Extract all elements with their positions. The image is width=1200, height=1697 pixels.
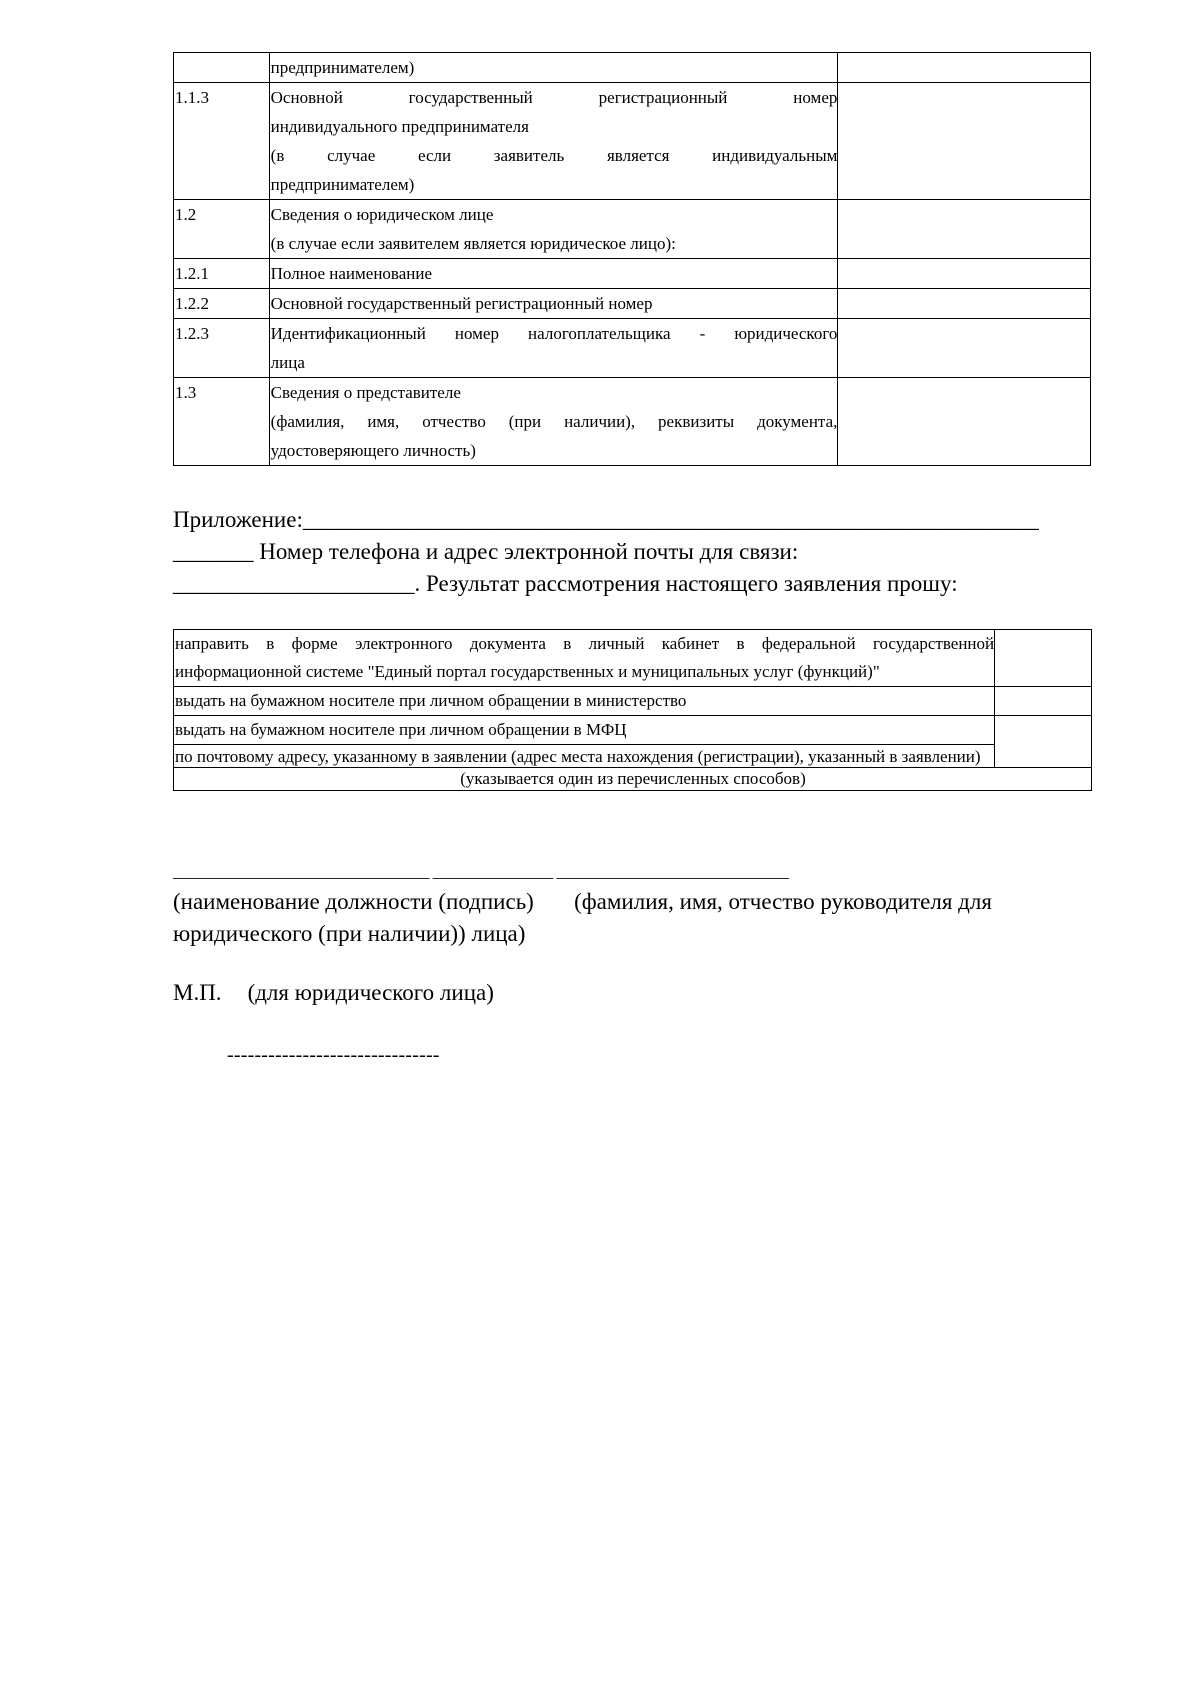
- row-description-line: (фамилия, имя, отчество (при наличии), реквизиты документа,: [270, 412, 838, 431]
- row-value-field[interactable]: [838, 200, 1091, 259]
- row-number: 1.2: [174, 200, 270, 259]
- option-ministry-checkbox[interactable]: [995, 687, 1092, 716]
- table-row: [174, 83, 1091, 200]
- option-mfc: выдать на бумажном носителе при личном обращении в МФЦ: [174, 716, 995, 745]
- table-row: [174, 319, 1091, 378]
- row-description-line: Сведения о юридическом лице: [270, 205, 494, 224]
- row-number: 1.1.3: [174, 83, 270, 200]
- signature-caption-line2: юридического (при наличии)) лица): [173, 921, 526, 946]
- row-description-line: лица: [270, 353, 305, 372]
- row-value-field[interactable]: [838, 319, 1091, 378]
- row-description-line: Идентификационный номер налогоплательщика - юридического: [270, 324, 838, 343]
- delivery-method-table: [173, 629, 1092, 791]
- row-number: 1.2.1: [174, 259, 270, 289]
- contact-line: _______ Номер телефона и адрес электронной почты для связи:: [173, 539, 799, 564]
- attachment-line: Приложение:________________________________________________________________: [173, 507, 1039, 532]
- stamp-label: М.П.: [173, 980, 222, 1005]
- row-value-field[interactable]: [838, 378, 1091, 466]
- row-description: [269, 259, 838, 289]
- delivery-note: (указывается один из перечисленных способов): [174, 768, 1092, 791]
- row-description: [269, 289, 838, 319]
- row-description-line: индивидуального предпринимателя: [270, 117, 529, 136]
- table-row: [174, 289, 1091, 319]
- row-description-line: удостоверяющего личность): [270, 441, 476, 460]
- row-description-line: (в случае если заявителем является юридическое лицо):: [270, 234, 676, 253]
- option-electronic-line2: информационной системе "Единый портал государственных и муниципальных услуг (функций)": [175, 662, 880, 681]
- table-row: [174, 200, 1091, 259]
- option-row-mfc: [174, 716, 1092, 745]
- result-request-line: _____________________. Результат рассмотрения настоящего заявления прошу:: [173, 571, 958, 596]
- option-row-electronic: [174, 630, 1092, 687]
- row-description: [269, 53, 838, 83]
- row-value-field[interactable]: [838, 53, 1091, 83]
- row-description: [269, 200, 838, 259]
- option-row-post: [174, 745, 1092, 768]
- row-number: 1.3: [174, 378, 270, 466]
- option-electronic-line1: направить в форме электронного документа в личный кабинет в федеральной государственной: [175, 634, 995, 653]
- table-row: [174, 378, 1091, 466]
- table-row: [174, 259, 1091, 289]
- signature-blank-lines: ________________________________ _______________ _____________________________: [173, 862, 789, 881]
- row-description-line: Основной государственный регистрационный номер: [270, 294, 653, 313]
- row-value-field[interactable]: [838, 83, 1091, 200]
- note-row: [174, 768, 1092, 791]
- row-description: [269, 319, 838, 378]
- row-description-line: Полное наименование: [270, 264, 433, 283]
- row-description-line: Сведения о представителе: [270, 383, 461, 402]
- stamp-note: (для юридического лица): [247, 980, 494, 1005]
- footer-separator: -------------------------------: [227, 1044, 440, 1066]
- row-number: [174, 53, 270, 83]
- option-post: по почтовому адресу, указанному в заявлении (адрес места нахождения (регистрации), указанный в заявлении): [174, 745, 995, 768]
- applicant-info-table: [173, 52, 1091, 466]
- signature-caption: [173, 886, 1073, 950]
- row-value-field[interactable]: [838, 289, 1091, 319]
- row-description-line: Основной государственный регистрационный номер: [270, 88, 838, 107]
- row-description-line: предпринимателем): [270, 175, 415, 194]
- table-row: [174, 53, 1091, 83]
- row-description-line: (в случае если заявитель является индивидуальным: [270, 146, 838, 165]
- row-number: 1.2.3: [174, 319, 270, 378]
- row-number: 1.2.2: [174, 289, 270, 319]
- row-description: [269, 83, 838, 200]
- option-row-ministry: [174, 687, 1092, 716]
- stamp-place: [173, 980, 494, 1006]
- signature-caption-line1: (наименование должности (подпись) (фамилия, имя, отчество руководителя для: [173, 889, 992, 914]
- option-ministry: выдать на бумажном носителе при личном обращении в министерство: [174, 687, 995, 716]
- option-electronic-checkbox[interactable]: [995, 630, 1092, 687]
- row-description-line: предпринимателем): [270, 58, 415, 77]
- row-value-field[interactable]: [838, 259, 1091, 289]
- row-description: [269, 378, 838, 466]
- option-mfc-post-checkbox[interactable]: [995, 716, 1092, 768]
